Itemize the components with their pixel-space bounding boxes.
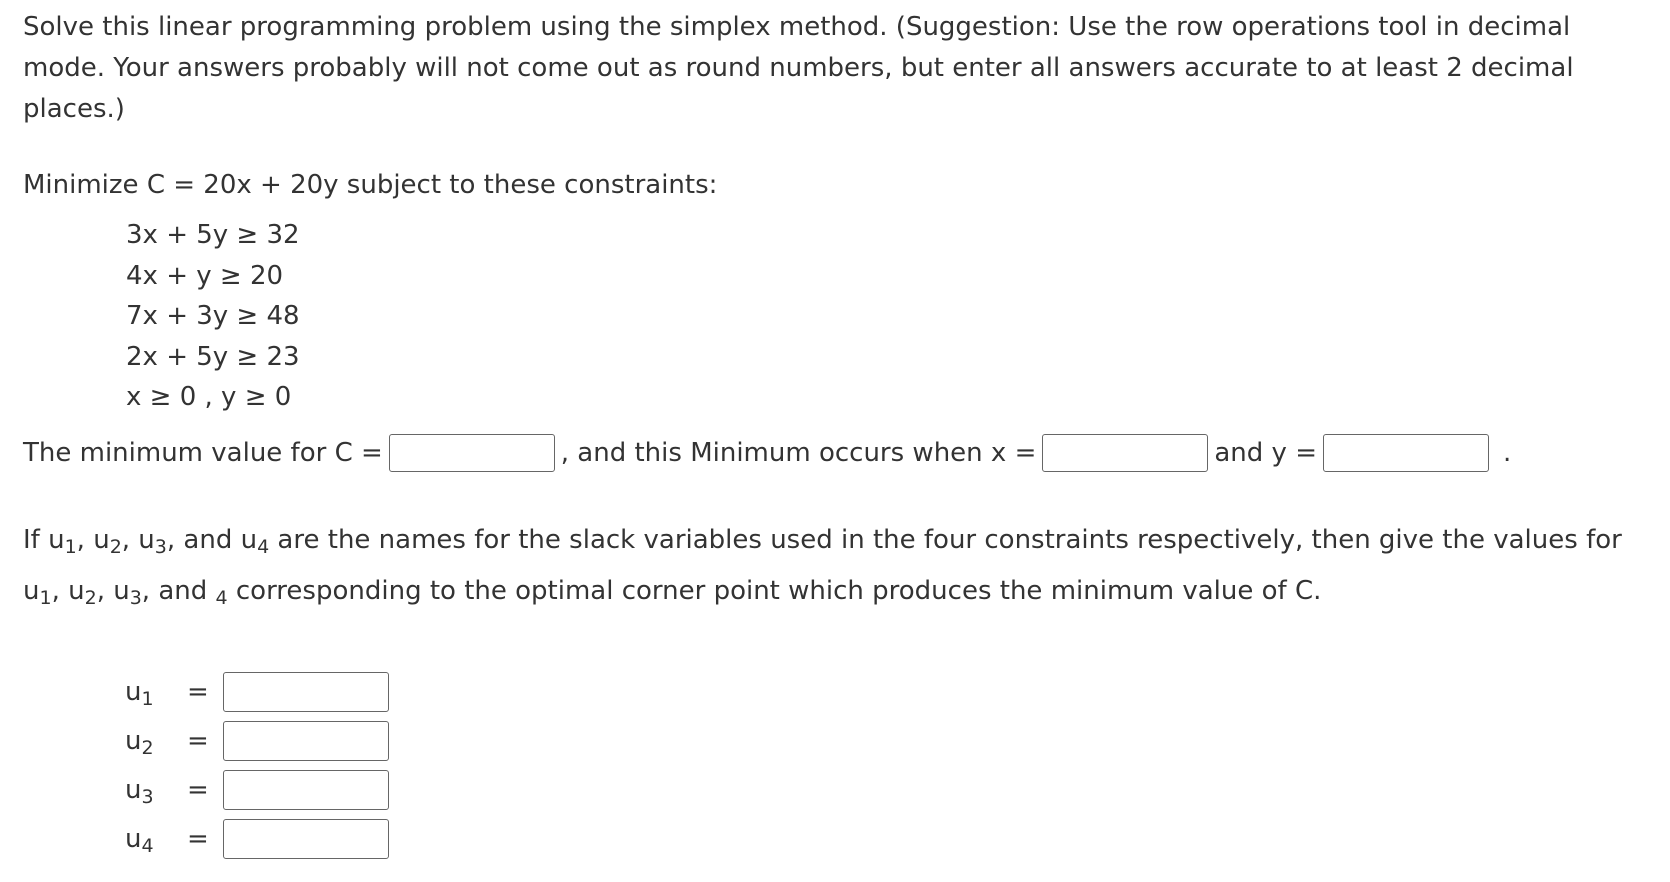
- u4-input[interactable]: [223, 819, 389, 859]
- slack-row-u4: [125, 815, 389, 863]
- constraint-nonnegativity: x ≥ 0 , y ≥ 0: [126, 382, 292, 412]
- slack-row-u3: [125, 766, 389, 814]
- u4-label: $u_4$: [125, 824, 154, 857]
- u1-label: $u_1$: [125, 677, 154, 710]
- u2-equals: =: [187, 726, 209, 756]
- constraint-list: [126, 215, 300, 418]
- x-input[interactable]: [1042, 434, 1208, 472]
- constraint-4: 2x + 5y ≥ 23: [126, 341, 300, 372]
- u3-label: $u_3$: [125, 775, 154, 808]
- constraint-1: 3x + 5y ≥ 32: [126, 220, 300, 250]
- min-c-input[interactable]: [389, 434, 555, 472]
- slack-variables-text: If $u_1$, $u_2$, $u_3$, and $u_4$ are the names for the slack variables used in the four constraints respectively, then give the values for $u_1$, $u_2$, $u_3$, and $_4$ corresponding to the optimal corner point which produces the minimum value of C.: [23, 525, 1622, 609]
- u2-label: $u_2$: [125, 726, 154, 759]
- y-input[interactable]: [1323, 434, 1489, 472]
- constraint-3: 7x + 3y ≥ 48: [126, 301, 300, 331]
- u3-equals: =: [187, 775, 209, 805]
- slack-row-u2: [125, 717, 389, 765]
- u1-input[interactable]: [223, 672, 389, 712]
- instructions-text: Solve this linear programming problem using the simplex method. (Suggestion: Use the row operations tool in decimal mode. Your answers probably will not come out as round numbers, but enter all answers accurate to at least 2 decimal places.): [23, 12, 1574, 124]
- period: .: [1502, 438, 1512, 468]
- u1-equals: =: [187, 677, 209, 707]
- y-label: and y =: [1214, 438, 1317, 468]
- constraint-2: 4x + y ≥ 20: [126, 260, 284, 291]
- min-c-label: The minimum value for C =: [23, 438, 383, 468]
- answer-row: [23, 431, 1511, 475]
- u2-input[interactable]: [223, 721, 389, 761]
- slack-inputs: [125, 668, 389, 864]
- x-label: , and this Minimum occurs when x =: [560, 438, 1037, 468]
- u4-equals: =: [187, 824, 209, 854]
- objective-function: Minimize C = 20x + 20y subject to these constraints:: [23, 170, 718, 200]
- slack-row-u1: [125, 668, 389, 716]
- u3-input[interactable]: [223, 770, 389, 810]
